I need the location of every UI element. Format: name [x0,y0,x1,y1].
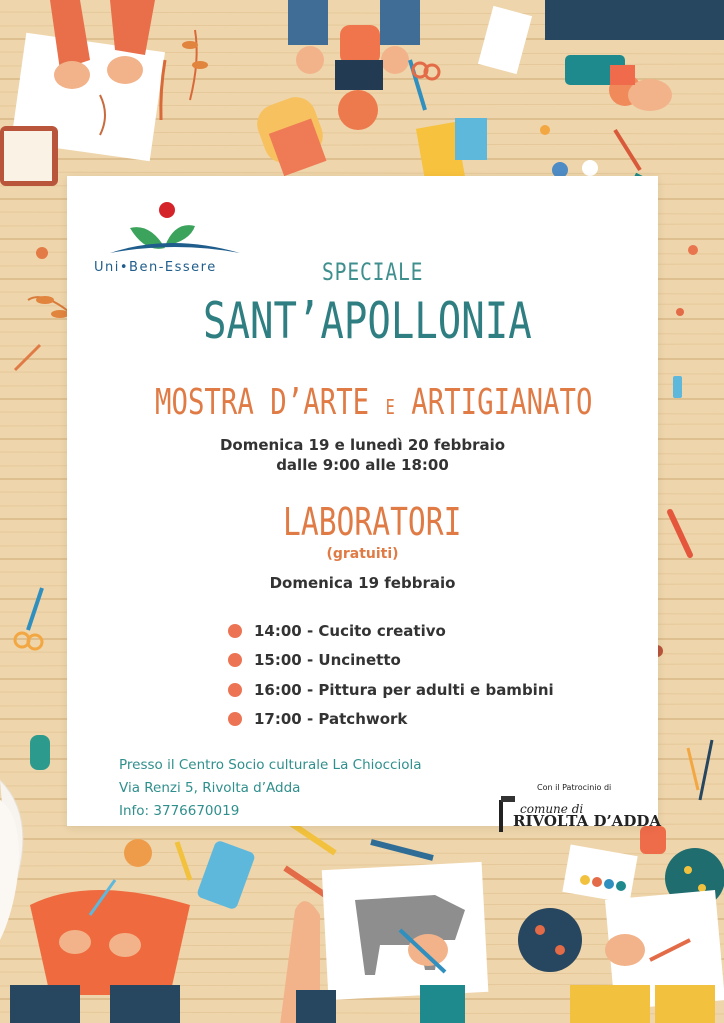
dates-line1: Domenica 19 e lunedì 20 febbraio [219,436,506,454]
bullet-dot [228,653,242,667]
logo-text: Uni•Ben-Essere [94,260,217,275]
list-item [228,675,554,705]
mostra-part1: MOSTRA D’ARTE [155,382,370,423]
address-line: Via Renzi 5, Rivolta d’Adda [119,780,301,796]
schedule-text: 14:00 - Cucito creativo [254,621,446,640]
schedule-list [228,616,554,734]
dates-line2: dalle 9:00 alle 18:00 [276,456,449,474]
comune-name: RIVOLTA D’ADDA [513,812,661,830]
mostra-part2: ARTIGIANATO [411,382,593,423]
bullet-dot [228,712,242,726]
page-title: SANT’APOLLONIA [203,292,532,350]
mostra-conj: E [385,395,395,419]
list-item [228,646,554,676]
bullet-dot [228,624,242,638]
phone-line: Info: 3776670019 [119,803,240,819]
speciale-label: SPECIALE [322,258,424,286]
patrocinio-label: Con il Patrocinio di [537,783,612,792]
bullet-dot [228,683,242,697]
schedule-text: 15:00 - Uncinetto [254,651,401,670]
list-item [228,616,554,646]
schedule-text: 16:00 - Pittura per adulti e bambini [254,680,554,699]
laboratori-heading: LABORATORI [283,500,462,544]
laboratori-day: Domenica 19 febbraio [269,574,456,592]
tablet-decoration [0,126,58,186]
comune-small: comune di [520,802,584,816]
laboratori-subtitle: (gratuiti) [326,546,399,562]
list-item [228,705,554,735]
venue-line: Presso il Centro Socio culturale La Chiocciola [119,757,422,773]
mostra-heading [155,382,592,423]
schedule-text: 17:00 - Patchwork [254,710,408,729]
